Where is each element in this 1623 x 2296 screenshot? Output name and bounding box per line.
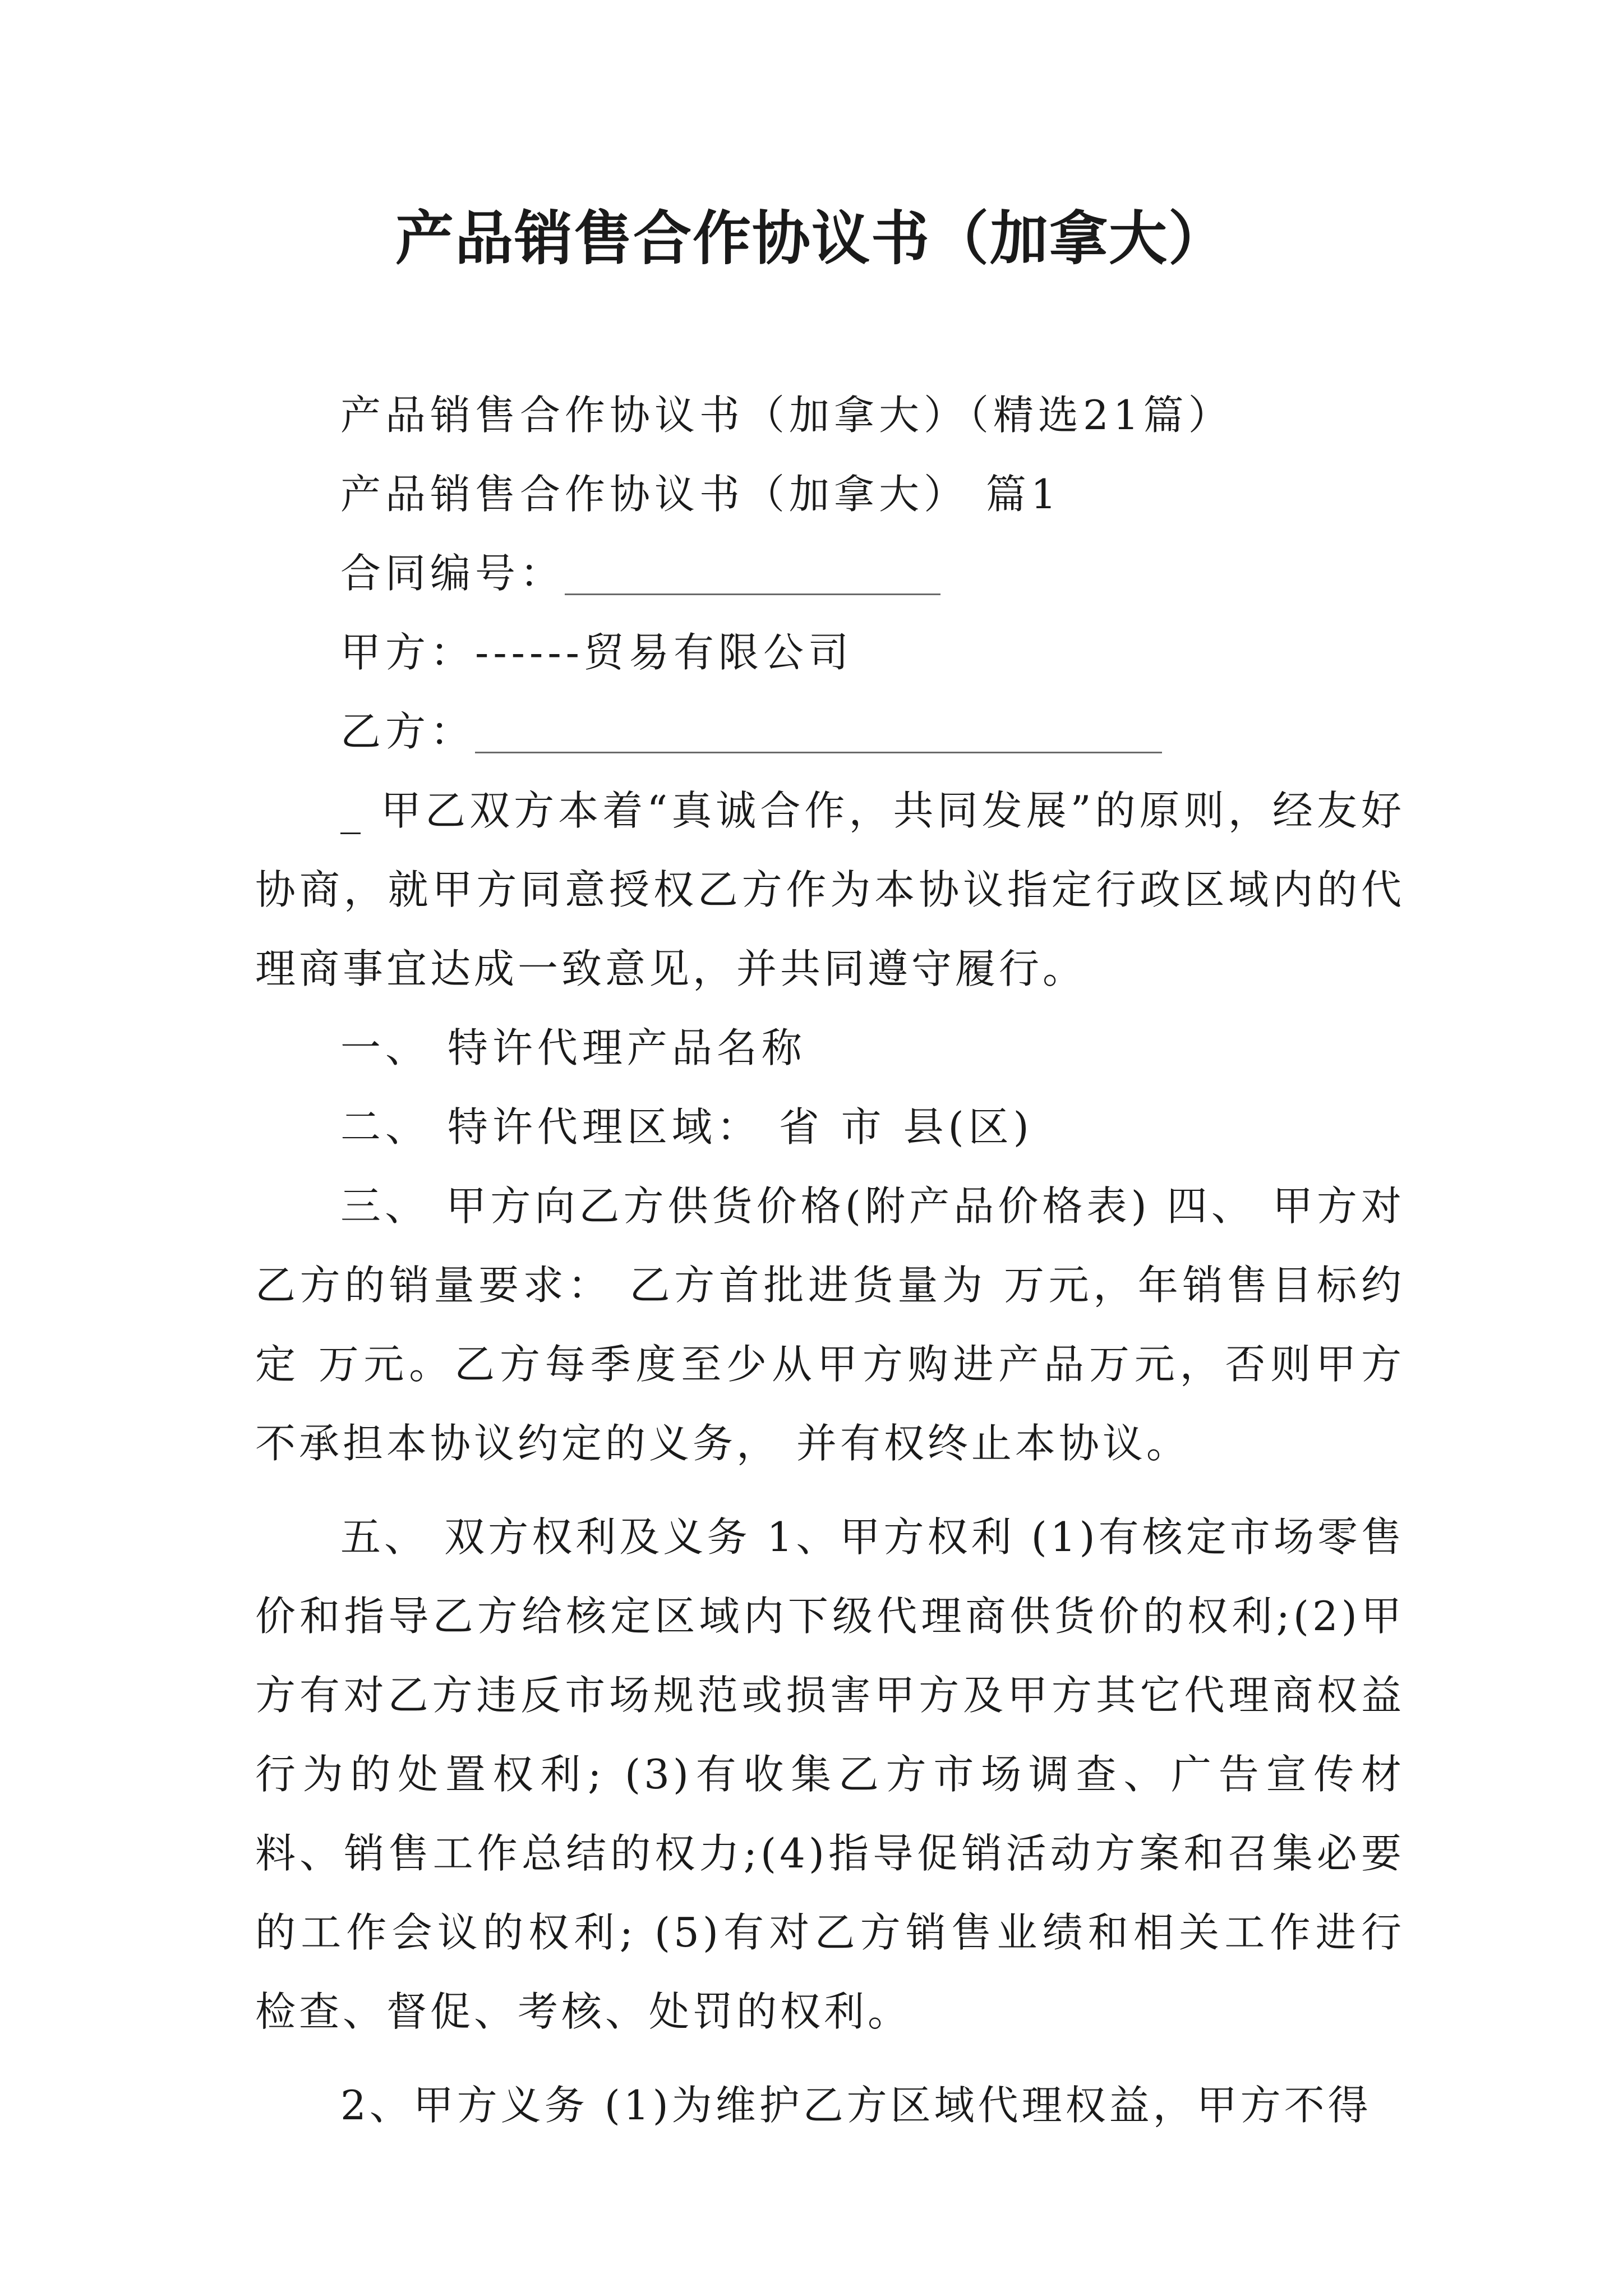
party-b-label: 乙方：: [340, 708, 476, 755]
contract-number-label: 合同编号：: [340, 550, 565, 597]
party-b-line: [255, 692, 1405, 771]
document-subtitle: 产品销售合作协议书（加拿大）（精选21篇）: [340, 392, 1233, 439]
clause-party-a-obligations: 2、甲方义务 (1)为维护乙方区域代理权益，甲方不得: [340, 2082, 1372, 2129]
contract-number-blank: [565, 549, 940, 595]
clause-rights-obligations: 五、 双方权利及义务 1、甲方权利 (1)有核定市场零售价和指导乙方给核定区域内下级代理商供货价的权利;(2)甲方有对乙方违反市场规范或损害甲方及甲方其它代理商权益行为的处置权利; (3)有收集乙方市场调查、广告宣传材料、销售工作总结的权力;(4)指导促销活动方案和召集必要的工作会议的权利; (5)有对乙方销售业绩和相关工作进行检查、督促、考核、处罚的权利。: [255, 1513, 1405, 2035]
intro-paragraph: _ 甲乙双方本着“真诚合作，共同发展”的原则，经友好协商，就甲方同意授权乙方作为本协议指定行政区域内的代理商事宜达成一致意见，并共同遵守履行。: [255, 787, 1405, 992]
clause-price-and-volume: 三、 甲方向乙方供货价格(附产品价格表) 四、 甲方对乙方的销量要求： 乙方首批进货量为 万元，年销售目标约定 万元。乙方每季度至少从甲方购进产品万元，否则甲方不承担本协议约定的义务， 并有权终止本协议。: [255, 1182, 1405, 1467]
document-body: [255, 376, 1405, 2145]
section-heading: 产品销售合作协议书（加拿大） 篇1: [340, 471, 1061, 518]
document-title: 产品销售合作协议书（加拿大）: [395, 204, 1228, 273]
clause-region: 二、 特许代理区域： 省 市 县(区): [340, 1103, 1034, 1151]
party-a-line: 甲方：------贸易有限公司: [340, 629, 853, 676]
contract-number-line: [255, 534, 1405, 613]
clause-product-name: 一、 特许代理产品名称: [340, 1024, 806, 1071]
party-b-blank: [475, 707, 1162, 753]
